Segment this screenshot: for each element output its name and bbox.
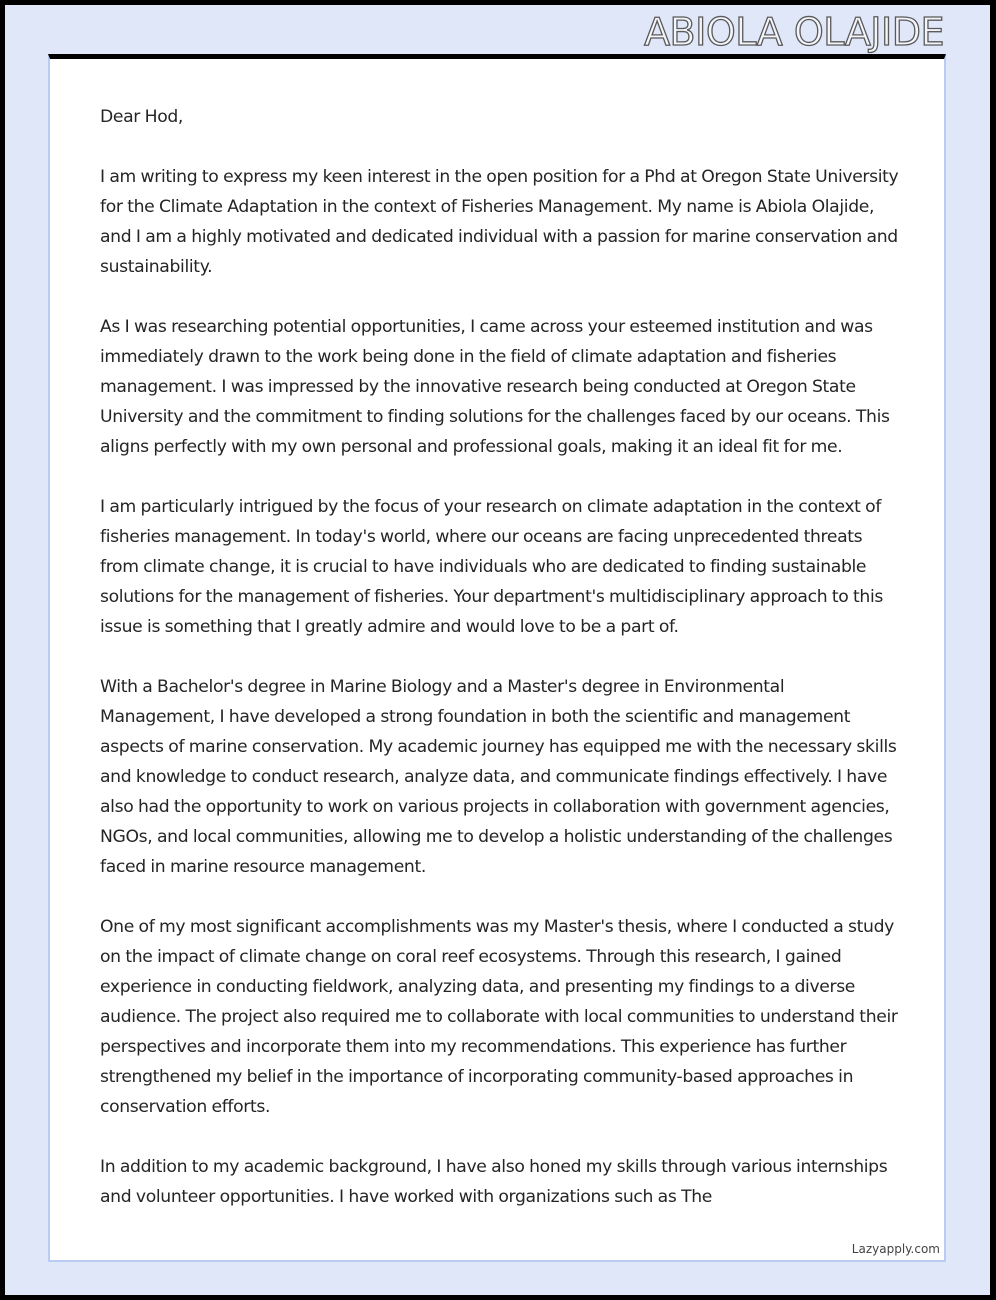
- paragraph-experience: In addition to my academic background, I have also honed my skills through various internships and volunteer opportunities. I have worked with organizations such as The: [100, 1157, 888, 1207]
- paragraph-thesis: One of my most significant accomplishments was my Master's thesis, where I conducted a study on the impact of climate change on coral reef ecosystems. Through this research, I gained experience in conducting fieldwork, analyzing data, and presenting my findings to a diverse audience. The project also required me to collaborate with local communities to understand their perspectives and incorporate them into my recommendations. This experience has further strengthened my belief in the importance of incorporating community-based approaches in conservation efforts.: [100, 917, 898, 1117]
- applicant-name-title: ABIOLA OLAJIDE: [644, 10, 944, 54]
- salutation: Dear Hod,: [100, 107, 184, 127]
- paragraph-education: With a Bachelor's degree in Marine Biology and a Master's degree in Environmental Management, I have developed a strong foundation in both the scientific and management aspects of marine conservation. My academic journey has equipped me with the necessary skills and knowledge to conduct research, analyze data, and communicate findings effectively. I have also had the opportunity to work on various projects in collaboration with government agencies, NGOs, and local communities, allowing me to develop a holistic understanding of the challenges faced in marine resource management.: [100, 677, 897, 877]
- paragraph-intro: I am writing to express my keen interest in the open position for a Phd at Oregon State University for the Climate Adaptation in the context of Fisheries Management. My name is Abiola Olajide, and I am a highly motivated and dedicated individual with a passion for marine conservation and sustainability.: [100, 167, 899, 277]
- cover-letter-body: [100, 102, 900, 1242]
- paragraph-research-interest: I am particularly intrigued by the focus of your research on climate adaptation in the context of fisheries management. In today's world, where our oceans are facing unprecedented threats from climate change, it is crucial to have individuals who are dedicated to finding sustainable solutions for the management of fisheries. Your department's multidisciplinary approach to this issue is something that I greatly admire and would love to be a part of.: [100, 497, 884, 637]
- page-frame: [5, 5, 990, 1295]
- paragraph-motivation: As I was researching potential opportunities, I came across your esteemed institution and was immediately drawn to the work being done in the field of climate adaptation and fisheries management. I was impressed by the innovative research being conducted at Oregon State University and the commitment to finding solutions for the challenges faced by our oceans. This aligns perfectly with my own personal and professional goals, making it an ideal fit for me.: [100, 317, 890, 457]
- watermark-link[interactable]: Lazyapply.com: [844, 1242, 940, 1256]
